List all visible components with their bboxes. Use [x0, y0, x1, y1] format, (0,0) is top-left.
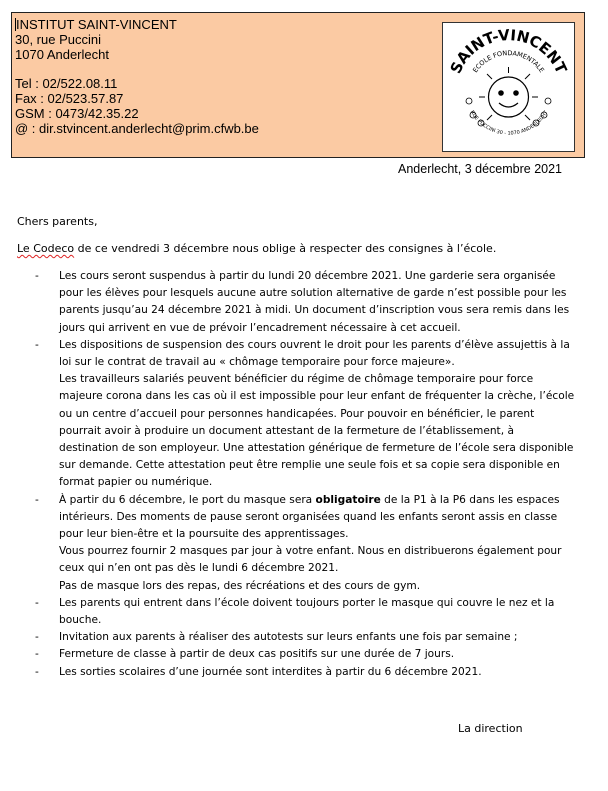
logo-address: RUE PUCCINI 30 - 1070 ANDERLECHT	[468, 109, 550, 137]
fax-line: Fax : 02/523.57.87	[15, 91, 124, 106]
emphasis-word: obligatoire	[315, 493, 381, 506]
list-item: - Invitation aux parents à réaliser des autotests sur leurs enfants une fois par semaine ;	[17, 629, 577, 646]
spellcheck-word: Le Codeco	[17, 242, 75, 255]
phone-line: Tel : 02/522.08.11	[15, 76, 118, 91]
list-item: - À partir du 6 décembre, le port du masque sera obligatoire de la P1 à la P6 dans les espaces intérieurs. Des moments de pause seront organisées quand les enfants seront assis en classe pour leur bien-être et la poursuite des apprentissages. Vous pourrez fournir 2 masques par jour à votre enfant. Nous en distribuerons également pour ceux qui n’en ont pas dès le lundi 6 décembre 2021. Pas de masque lors des repas, des récréations et des cours de gym.	[35, 493, 562, 592]
svg-text:RUE PUCCINI 30 - 1070 ANDERLEC	[469, 109, 550, 137]
school-logo	[442, 22, 575, 152]
list-item: - Fermeture de classe à partir de deux cas positifs sur une durée de 7 jours.	[17, 646, 577, 663]
city-line: 1070 Anderlecht	[15, 47, 109, 62]
letter-date: Anderlecht, 3 décembre 2021	[398, 162, 562, 176]
gsm-line: GSM : 0473/42.35.22	[15, 106, 139, 121]
sun-logo-icon	[443, 23, 574, 151]
bullet-dash: -	[35, 493, 39, 506]
street-line: 30, rue Puccini	[15, 32, 101, 47]
list-item: - Les cours seront suspendus à partir du lundi 20 décembre 2021. Une garderie sera organisée pour les élèves pour lesquels aucune autre solution alternative de garde n’est possible pour les parents jusqu’au 24 décembre 2021 à midi. Un document d’inscription vous sera remis dans les jours qui arrivent en vue de prévoir l’encadrement nécessaire à cet accueil.	[35, 270, 570, 334]
school-name: INSTITUT SAINT-VINCENT	[16, 17, 177, 32]
logo-title: SAINT-VINCENT	[446, 25, 571, 77]
signature: La direction	[458, 722, 523, 735]
bullet-dash: -	[35, 270, 39, 282]
list-item: - Les sorties scolaires d’une journée sont interdites à partir du 6 décembre 2021.	[17, 664, 577, 681]
bullet-dash: -	[35, 338, 39, 351]
letterhead	[11, 12, 585, 158]
list-item: - Les dispositions de suspension des cours ouvrent le droit pour les parents d’élève assujettis à la loi sur le contrat de travail au « chômage temporaire pour force majeure». Les travailleurs salariés peuvent bénéficier du régime de chômage temporaire pour force majeure corona dans les cas où il est impossible pour leur enfant de fréquenter la crèche, l’école ou un centre d’accueil pour personnes handicapées. Pour pouvoir en bénéficier, le parent pourrait avoir à produire un document attestant de la fermeture de l’établissement, à destination de son employeur. Une attestation générique de fermeture de l’école sera disponible sur demande. Cette attestation peut être remplie une seule fois et sa copie sera disponible en format papier ou numérique.	[35, 338, 575, 489]
greeting: Chers parents,	[17, 215, 98, 228]
bullet-dash: -	[35, 648, 39, 661]
bullet-dash: -	[35, 665, 39, 678]
intro-text: de ce vendredi 3 décembre nous oblige à respecter des consignes à l’école.	[74, 242, 497, 255]
intro-paragraph	[17, 242, 496, 255]
email-line: @ : dir.stvincent.anderlecht@prim.cfwb.be	[15, 121, 259, 136]
school-address	[15, 17, 259, 136]
list-item: - Les parents qui entrent dans l’école doivent toujours porter le masque qui couvre le nez et la bouche.	[35, 596, 555, 627]
instruction-list	[17, 268, 577, 681]
bullet-dash: -	[35, 631, 39, 644]
bullet-dash: -	[35, 596, 39, 609]
logo-subtitle: ECOLE FONDAMENTALE	[471, 49, 546, 75]
